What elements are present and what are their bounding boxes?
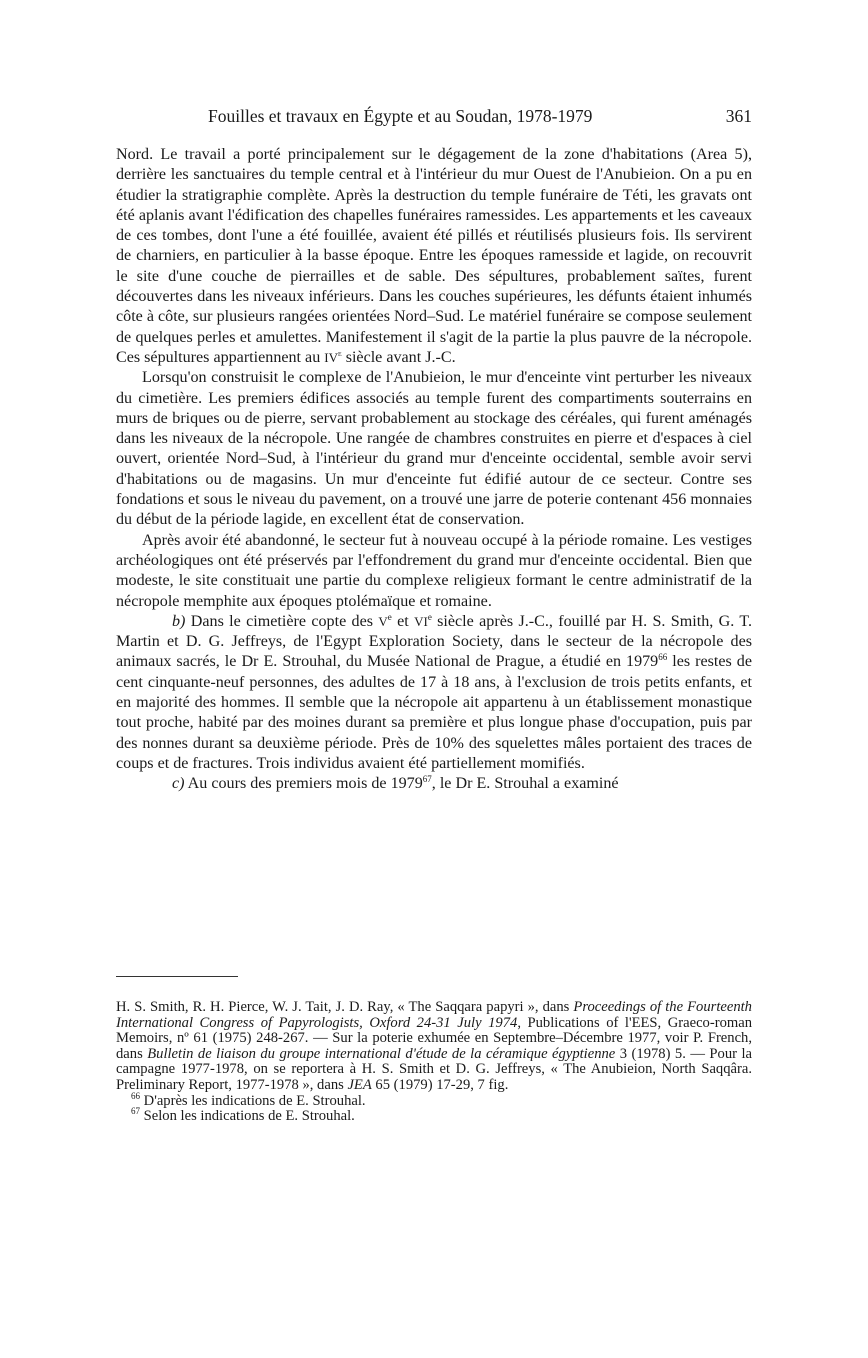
footnote-ref-67[interactable]: 67	[422, 774, 432, 785]
century-numeral: IVe	[324, 347, 342, 365]
footnote-ref-66[interactable]: 66	[658, 652, 668, 663]
running-header	[116, 106, 752, 132]
footnote-66: $^{66}$ D'après les indications de E. Strouhal.	[131, 1090, 366, 1109]
paragraph-1: Nord. Le travail a porté principalement sur le dégagement de la zone d'habitations (Area 5), derrière les sanctuaires du temple central et à l'intérieur du mur Ouest de l'Anubieion. On a pu en étudier la stratigraphie complète. Après la destruction du temple funéraire de Téti, les gravats ont été aplanis avant l'édification des chapelles funéraires ramessides. Les appartements et les caveaux de ces tombes, dont l'une a été fouillée, avaient été pillés et réutilisés plusieurs fois. Ils servirent de charniers, en particulier à la basse époque. Entre les époques ramesside et lagide, on recouvrit le site d'une couche de pierrailles et de sable. Des sépultures, probablement saïtes, furent découvertes dans les niveaux inférieurs. Dans les couches supérieures, les défunts étaient inhumés côte à côte, sur plusieurs rangées orientées Nord–Sud. Le matériel funéraire se compose seulement de quelques perles et amulettes. Manifestement il s'agit de la partie la plus pauvre de la nécropole. Ces sépultures appartiennent au IVe siècle avant J.-C.	[116, 146, 752, 366]
paragraph-3: Après avoir été abandonné, le secteur fut à nouveau occupé à la période romaine. Les vestiges archéologiques ont été préservés par l'effondrement du grand mur d'enceinte occidental. Bien que modeste, le site constituait une partie du complexe religieux formant le centre administratif de la nécropole memphite aux époques ptolémaïque et romaine.	[116, 531, 752, 610]
paragraph-2: Lorsqu'on construisit le complexe de l'Anubieion, le mur d'enceinte vint perturber les niveaux du cimetière. Les premiers édifices associés au temple furent des compartiments souterrains en murs de briques ou de pierre, servant probablement au stockage des céréales, qui furent aménagés dans les niveaux de la nécropole. Une rangée de chambres construites en pierre et d'espaces à ciel ouvert, orientée Nord–Sud, à l'intérieur du grand mur d'enceinte occidental, semble avoir servi d'habitations ou de magasins. Un mur d'enceinte fut édifié autour de ce secteur. Contre ses fondations et sous le niveau du pavement, on a trouvé une jarre de poterie contenant 456 monnaies du début de la période lagide, en excellent état de conservation.	[116, 369, 752, 529]
footnote-67: $^{67}$ Selon les indications de E. Strouhal.	[131, 1106, 355, 1125]
running-title: Fouilles et travaux en Égypte et au Soudan, 1978-1979	[208, 106, 593, 126]
footnotes	[116, 1000, 752, 1125]
footnote-continuation: H. S. Smith, R. H. Pierce, W. J. Tait, J. D. Ray, « The Saqqara papyri », dans Proceedings of the Fourteenth International Congress of Papyrologists, Oxford 24-31 July 1974, Publications of l'EES, Graeco-roman Memoirs, nº 61 (1975) 248-267. — Sur la poterie exhumée en Septembre–Décembre 1977, voir P. French, dans Bulletin de liaison du groupe international d'étude de la céramique égyptienne 3 (1978) 5. — Pour la campagne 1977-1978, on se reportera à H. S. Smith et D. G. Jeffreys, « The Anubieion, North Saqqâra. Preliminary Report, 1977-1978 », dans JEA 65 (1979) 17-29, 7 fig.	[116, 999, 752, 1093]
item-label-b: b)	[172, 612, 186, 630]
item-label-c: c)	[172, 775, 185, 793]
paragraph-c: c) Au cours des premiers mois de 1979$^{67}$, le Dr E. Strouhal a examiné	[172, 774, 619, 793]
page-number: 361	[725, 106, 752, 126]
paragraph-b: b) Dans le cimetière copte des Ve et VIe siècle après J.-C., fouillé par H. S. Smith, G. T. Martin et D. G. Jeffreys, de l'Egypt Exploration Society, dans le secteur de la nécropole des animaux sacrés, le Dr E. Strouhal, du Musée National de Prague, a étudié en 1979$^{66}$ les restes de cent cinquante-neuf personnes, des adultes de 17 à 18 ans, à l'exclusion de trois petits enfants, et en majorité des hommes. Il semble que la nécropole ait appartenu à un établissement monastique tout proche, habité par des moines durant sa première et plus longue phase d'occupation, puis par des nonnes durant sa deuxième période. Près de 10% des squelettes mâles portaient des traces de coups et de fractures. Trois individus avaient été partiellement momifiés.	[116, 611, 753, 772]
body-text	[116, 145, 752, 795]
footnote-separator	[116, 976, 238, 977]
